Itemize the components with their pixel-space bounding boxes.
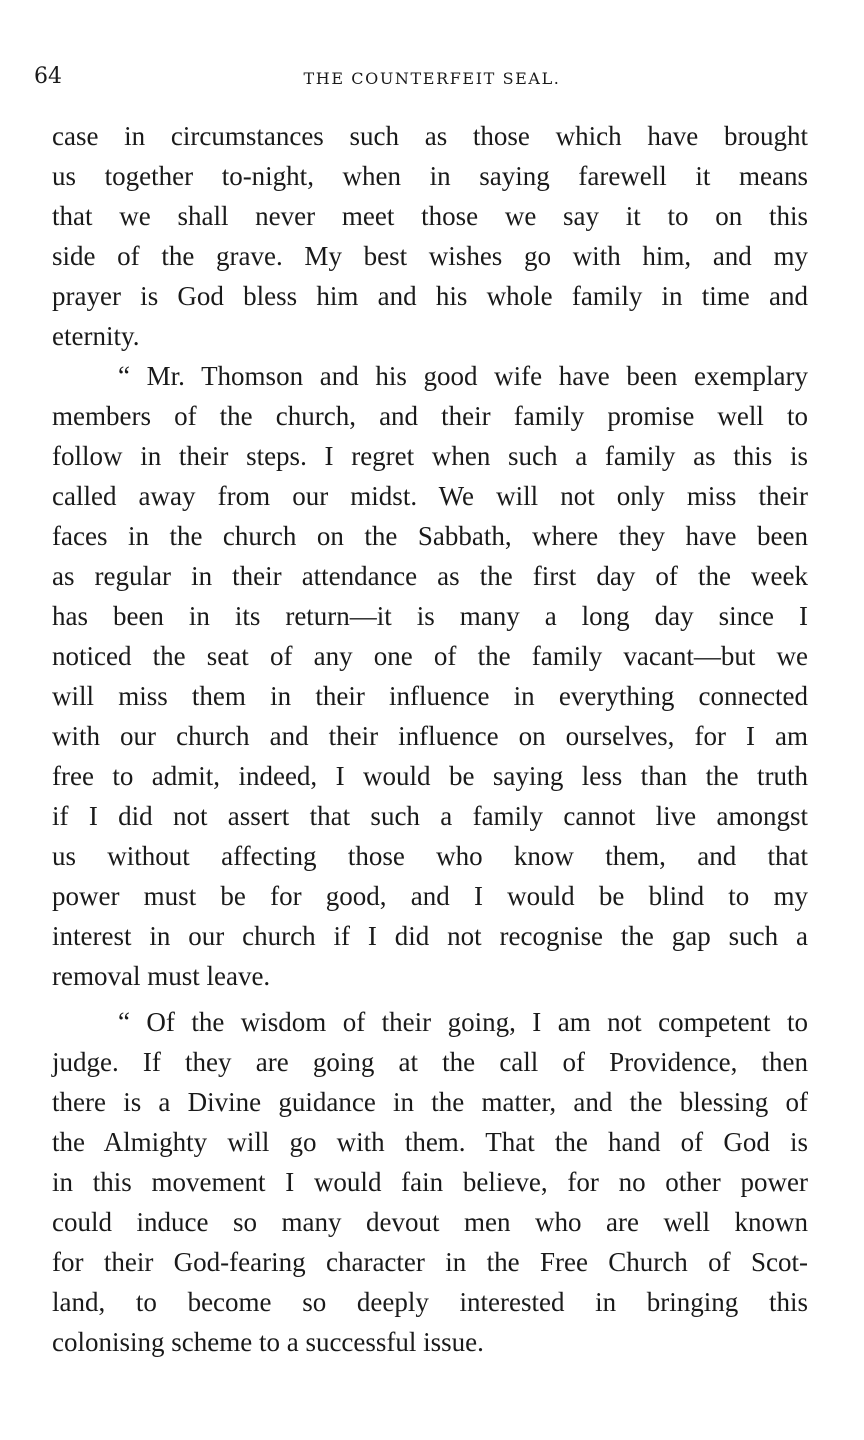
text-line: that we shall never meet those we say it to on this bbox=[52, 201, 808, 231]
text-line: case in circumstances such as those which have brought bbox=[52, 121, 808, 151]
text-line: could induce so many devout men who are well known bbox=[52, 1207, 808, 1237]
text-line: members of the church, and their family promise well to bbox=[52, 401, 808, 431]
text-line: has been in its return—it is many a long day since I bbox=[52, 601, 808, 631]
text-line: faces in the church on the Sabbath, where they have been bbox=[52, 521, 808, 551]
text-line: us without affecting those who know them, and that bbox=[52, 841, 808, 871]
paragraph bbox=[52, 116, 808, 356]
text-line: the Almighty will go with them. That the hand of God is bbox=[52, 1127, 808, 1157]
text-line: follow in their steps. I regret when such a family as this is bbox=[52, 441, 808, 471]
text-line: us together to-night, when in saying farewell it means bbox=[52, 161, 808, 191]
text-line: removal must leave. bbox=[52, 961, 271, 991]
text-line: as regular in their attendance as the first day of the week bbox=[52, 561, 808, 591]
page-number: 64 bbox=[34, 64, 62, 89]
text-line: for their God-fearing character in the Free Church of Scot- bbox=[52, 1247, 808, 1277]
text-line: noticed the seat of any one of the family vacant—but we bbox=[52, 641, 808, 671]
text-line: called away from our midst. We will not only miss their bbox=[52, 481, 808, 511]
text-line: prayer is God bless him and his whole family in time and bbox=[52, 281, 808, 311]
text-line: land, to become so deeply interested in bringing this bbox=[52, 1287, 808, 1317]
paragraph bbox=[52, 356, 808, 996]
text-line: will miss them in their influence in everything connected bbox=[52, 681, 808, 711]
text-line: side of the grave. My best wishes go with him, and my bbox=[52, 241, 808, 271]
text-line: free to admit, indeed, I would be saying less than the truth bbox=[52, 761, 808, 791]
text-line: in this movement I would fain believe, for no other power bbox=[52, 1167, 808, 1197]
text-line: interest in our church if I did not recognise the gap such a bbox=[52, 921, 808, 951]
text-line: with our church and their influence on ourselves, for I am bbox=[52, 721, 808, 751]
text-line: colonising scheme to a successful issue. bbox=[52, 1327, 484, 1357]
text-line: there is a Divine guidance in the matter, and the blessing of bbox=[52, 1087, 808, 1117]
text-line: “ Of the wisdom of their going, I am not competent to bbox=[118, 1007, 808, 1037]
text-line: power must be for good, and I would be blind to my bbox=[52, 881, 808, 911]
running-title: THE COUNTERFEIT SEAL. bbox=[303, 69, 561, 88]
text-line: if I did not assert that such a family cannot live amongst bbox=[52, 801, 808, 831]
body-text bbox=[52, 116, 808, 1362]
paragraph bbox=[52, 1002, 808, 1362]
text-line: judge. If they are going at the call of Providence, then bbox=[52, 1047, 808, 1077]
text-line: “ Mr. Thomson and his good wife have been exemplary bbox=[118, 361, 808, 391]
text-line: eternity. bbox=[52, 321, 140, 351]
